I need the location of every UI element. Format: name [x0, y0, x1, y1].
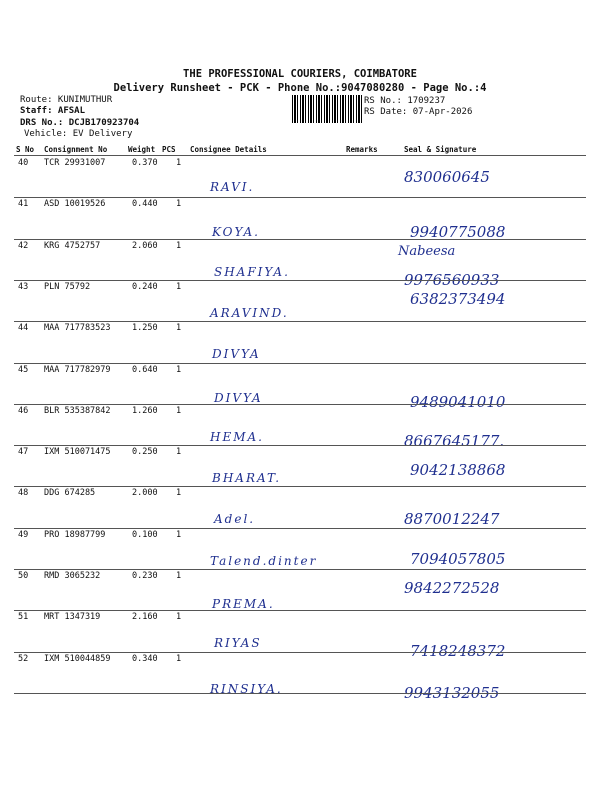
row-weight: 0.240: [132, 281, 158, 292]
row-sno: 41: [18, 199, 29, 210]
row-weight: 1.250: [132, 323, 158, 334]
row-consignee-name: HEMA.: [210, 429, 264, 444]
route-label: Route: KUNIMUTHUR: [20, 95, 113, 105]
row-pcs: 1: [176, 240, 182, 251]
row-sno: 49: [18, 529, 29, 540]
row-pcs: 1: [176, 529, 182, 540]
row-divider: [14, 693, 586, 694]
col-seal: Seal & Signature: [404, 145, 477, 154]
row-consignee-name: Adel.: [214, 512, 256, 527]
col-pcs: PCS: [162, 145, 176, 154]
row-consignment-no: MRT 1347319: [44, 612, 101, 623]
row-sno: 40: [18, 158, 29, 168]
row-pcs: 1: [176, 364, 182, 375]
row-weight: 0.340: [132, 653, 158, 664]
row-pcs: 1: [176, 405, 182, 416]
row-consignment-no: ASD 10019526: [44, 199, 106, 210]
row-pcs: 1: [176, 653, 182, 664]
row-sno: 42: [18, 240, 29, 251]
row-consignment-no: PRO 18987799: [44, 529, 106, 540]
row-consignee-name: KOYA.: [212, 225, 260, 240]
row-divider: [14, 486, 586, 487]
row-sno: 50: [18, 571, 29, 581]
row-weight: 2.160: [132, 612, 158, 623]
row-consignee-name: RAVI.: [210, 180, 255, 194]
row-divider: [14, 569, 586, 570]
col-sno: S No: [16, 145, 35, 154]
row-divider: [14, 239, 586, 240]
row-pcs: 1: [176, 447, 182, 458]
row-sno: 51: [18, 612, 29, 623]
row-divider: [14, 363, 586, 364]
row-signature: 8667645177.: [404, 431, 505, 450]
row-weight: 0.370: [132, 158, 158, 168]
barcode: [292, 95, 362, 123]
header-divider: [14, 155, 586, 156]
row-pcs: 1: [176, 612, 182, 623]
row-consignee-name: SHAFIYA.: [214, 264, 290, 279]
row-consignment-no: KRG 4752757: [44, 240, 101, 251]
handwritten-note: Nabeesa: [398, 244, 456, 259]
row-signature: 6382373494: [410, 289, 506, 308]
row-pcs: 1: [176, 488, 182, 499]
staff-label: Staff: AFSAL: [20, 106, 86, 116]
row-divider: [14, 321, 586, 322]
row-consignment-no: MAA 717782979: [44, 364, 111, 375]
row-pcs: 1: [176, 323, 182, 334]
row-signature: 9943132055: [404, 683, 500, 702]
row-consignment-no: MAA 717783523: [44, 323, 111, 334]
row-divider: [14, 197, 586, 198]
row-sno: 43: [18, 281, 29, 292]
row-consignment-no: DDG 674285: [44, 488, 96, 499]
row-consignee-name: DIVYA: [214, 390, 263, 405]
row-weight: 0.230: [132, 571, 158, 581]
row-divider: [14, 528, 586, 529]
row-signature: 830060645: [404, 168, 490, 186]
row-signature: 7418248372: [410, 642, 506, 661]
row-signature: 8870012247: [404, 510, 500, 529]
row-consignment-no: IXM 510071475: [44, 447, 111, 458]
row-consignment-no: PLN 75792: [44, 281, 91, 292]
row-divider: [14, 280, 586, 281]
row-weight: 2.060: [132, 240, 158, 251]
rs-number: RS No.: 1709237: [364, 96, 446, 106]
row-pcs: 1: [176, 158, 182, 168]
row-weight: 0.440: [132, 199, 158, 210]
col-consignee: Consignee Details: [190, 145, 267, 154]
row-signature: 9842272528: [404, 579, 500, 597]
row-sno: 45: [18, 364, 29, 375]
vehicle-label: Vehicle: EV Delivery: [24, 129, 133, 139]
row-signature: 9940775088: [410, 223, 506, 242]
row-pcs: 1: [176, 571, 182, 581]
row-weight: 2.000: [132, 488, 158, 499]
row-weight: 1.260: [132, 405, 158, 416]
row-consignment-no: IXM 510044859: [44, 653, 111, 664]
col-weight: Weight: [128, 145, 156, 154]
row-signature: 7094057805: [410, 549, 506, 568]
row-consignee-name: PREMA.: [212, 597, 275, 611]
row-sno: 48: [18, 488, 29, 499]
row-consignment-no: BLR 535387842: [44, 405, 111, 416]
row-consignee-name: DIVYA: [212, 347, 261, 362]
row-weight: 0.640: [132, 364, 158, 375]
row-consignee-name: Talend.dinter: [210, 553, 318, 568]
row-divider: [14, 404, 586, 405]
row-sno: 44: [18, 323, 29, 334]
drs-label: DRS No.: DCJB170923704: [20, 118, 140, 128]
row-weight: 0.100: [132, 529, 158, 540]
row-consignee-name: RIYAS: [214, 636, 262, 651]
row-consignment-no: RMD 3065232: [44, 571, 101, 581]
row-divider: [14, 610, 586, 611]
row-sno: 46: [18, 405, 29, 416]
col-consignment: Consignment No: [44, 145, 108, 154]
row-weight: 0.250: [132, 447, 158, 458]
row-consignee-name: RINSIYA.: [210, 681, 283, 696]
row-signature: 9489041010: [410, 392, 506, 411]
row-consignment-no: TCR 29931007: [44, 158, 106, 168]
row-consignee-name: BHARAT.: [212, 471, 282, 486]
row-signature: 9976560933: [404, 270, 500, 289]
row-consignee-name: ARAVIND.: [210, 305, 289, 320]
row-sno: 47: [18, 447, 29, 458]
row-pcs: 1: [176, 199, 182, 210]
row-signature: 9042138868: [410, 461, 506, 480]
col-remarks: Remarks: [346, 145, 378, 154]
rs-date: RS Date: 07-Apr-2026: [364, 107, 473, 117]
runsheet-title: Delivery Runsheet - PCK - Phone No.:9047080280 - Page No.:4: [113, 82, 487, 94]
row-divider: [14, 445, 586, 446]
row-sno: 52: [18, 653, 29, 664]
row-pcs: 1: [176, 281, 182, 292]
company-title: THE PROFESSIONAL COURIERS, COIMBATORE: [183, 68, 417, 80]
row-divider: [14, 652, 586, 653]
